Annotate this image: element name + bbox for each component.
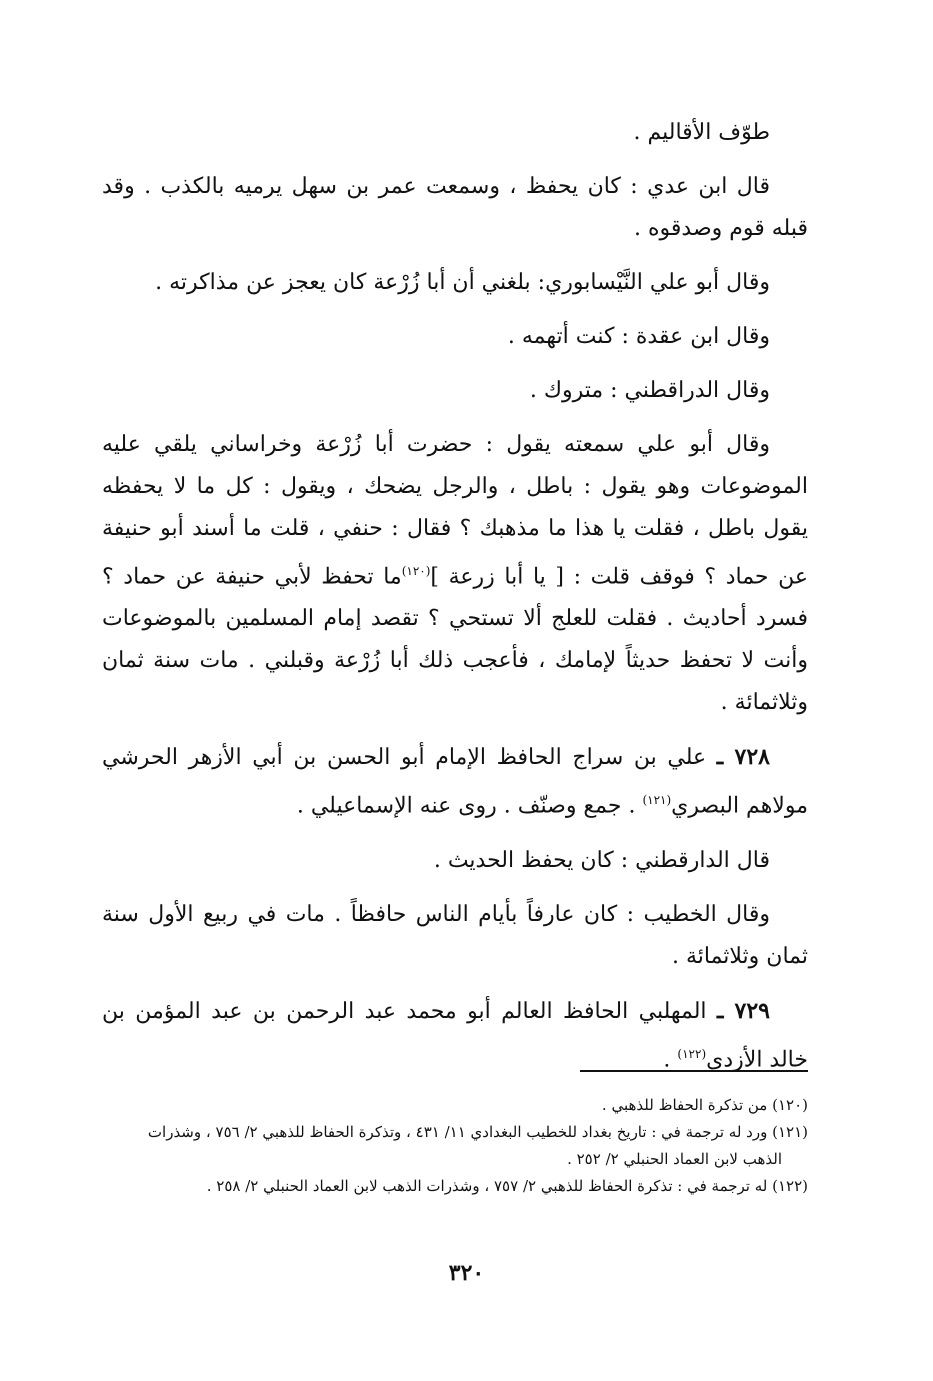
paragraph-text: طوّف الأقاليم . (633, 120, 770, 145)
footnote-ref: (١٢١) (642, 793, 672, 808)
paragraph (102, 840, 808, 882)
entry-729 (102, 990, 808, 1081)
entry-number: ٧٢٨ ـ (716, 744, 770, 771)
footnote-ref: (١٢٢) (677, 1046, 707, 1061)
paragraph (102, 262, 808, 304)
paragraph-text: وقال أبو علي النَّيْسابوري: بلغني أن أبا زُرْعة كان يعجز عن مذاكرته . (155, 270, 770, 295)
entry-728 (102, 736, 808, 827)
paragraph-text: قال الدارقطني : كان يحفظ الحديث . (433, 847, 770, 873)
footnotes (102, 1092, 808, 1200)
paragraph (102, 112, 808, 154)
entry-text: . (663, 1046, 678, 1072)
paragraph-text: وقال الخطيب : كان عارفاً بأيام الناس حافظاً . مات في ربيع الأول سنة ثمان وثلاثمائة . (102, 901, 808, 969)
entry-text: المهلبي الحافظ العالم أبو محمد عبد الرحمن بن عبد المؤمن بن خالد الأزدي (102, 998, 808, 1072)
entry-text: علي بن سراج الحافظ الإمام أبو الحسن بن أبي الأزهر الحرشي مولاهم البصري (102, 745, 808, 819)
footnote-122: (١٢٢) له ترجمة في : تذكرة الحفاظ للذهبي ٢/ ٧٥٧ ، وشذرات الذهب لابن العماد الحنبلي ٢/ ٢٥٨ . (206, 1177, 808, 1195)
footnote-ref: (١٢٠) (401, 564, 431, 578)
entry-text: . جمع وصنّف . روى عنه الإسماعيلي . (296, 793, 643, 819)
main-text (102, 112, 808, 1093)
paragraph (102, 316, 808, 358)
footnote-separator (580, 1070, 808, 1072)
entry-number: ٧٢٩ ـ (716, 997, 770, 1024)
page-number: ٣٢٠ (448, 1260, 485, 1286)
paragraph-text: وقال أبو علي سمعته يقول : حضرت أبا زُرْعة وخراساني يلقي عليه الموضوعات وهو يقول : باطل ، والرجل يضحك ، ويقول : كل ما لا يحفظه يقول باطل ، فقلت يا هذا ما مذهبك ؟ فقال : حنفي ، قلت ما أسند أبو حنيفة عن حماد ؟ فوقف قلت : [ يا أبا زرعة ] (102, 432, 808, 590)
footnote-120: (١٢٠) من تذكرة الحفاظ للذهبي . (601, 1096, 808, 1114)
paragraph-text: ما تحفظ لأبي حنيفة عن حماد ؟ فسرد أحاديث . فقلت للعلج ألا تستحي ؟ تقصد إمام المسلمين بالموضوعات وأنت لا تحفظ حديثاً لإمامك ، فأعجب ذلك أبا زُرْعة وقبلني . مات سنة ثمان وثلاثمائة . (102, 564, 808, 716)
footnote-121-continued: الذهب لابن العماد الحنبلي ٢/ ٢٥٢ . (567, 1150, 782, 1168)
paragraph-text: وقال ابن عقدة : كنت أتهمه . (507, 324, 770, 349)
paragraph-text: قال ابن عدي : كان يحفظ ، وسمعت عمر بن سهل يرميه بالكذب . وقد قبله قوم وصدقوه . (102, 174, 808, 241)
paragraph (102, 370, 808, 412)
footnote-121: (١٢١) ورد له ترجمة في : تاريخ بغداد للخطيب البغدادي ١١/ ٤٣١ ، وتذكرة الحفاظ للذهبي ٢/ ٧٥٦ ، وشذرات (147, 1123, 808, 1141)
paragraph-text: وقال الدراقطني : متروك . (529, 378, 770, 403)
paragraph (102, 166, 808, 250)
paragraph (102, 894, 808, 978)
paragraph (102, 424, 808, 724)
